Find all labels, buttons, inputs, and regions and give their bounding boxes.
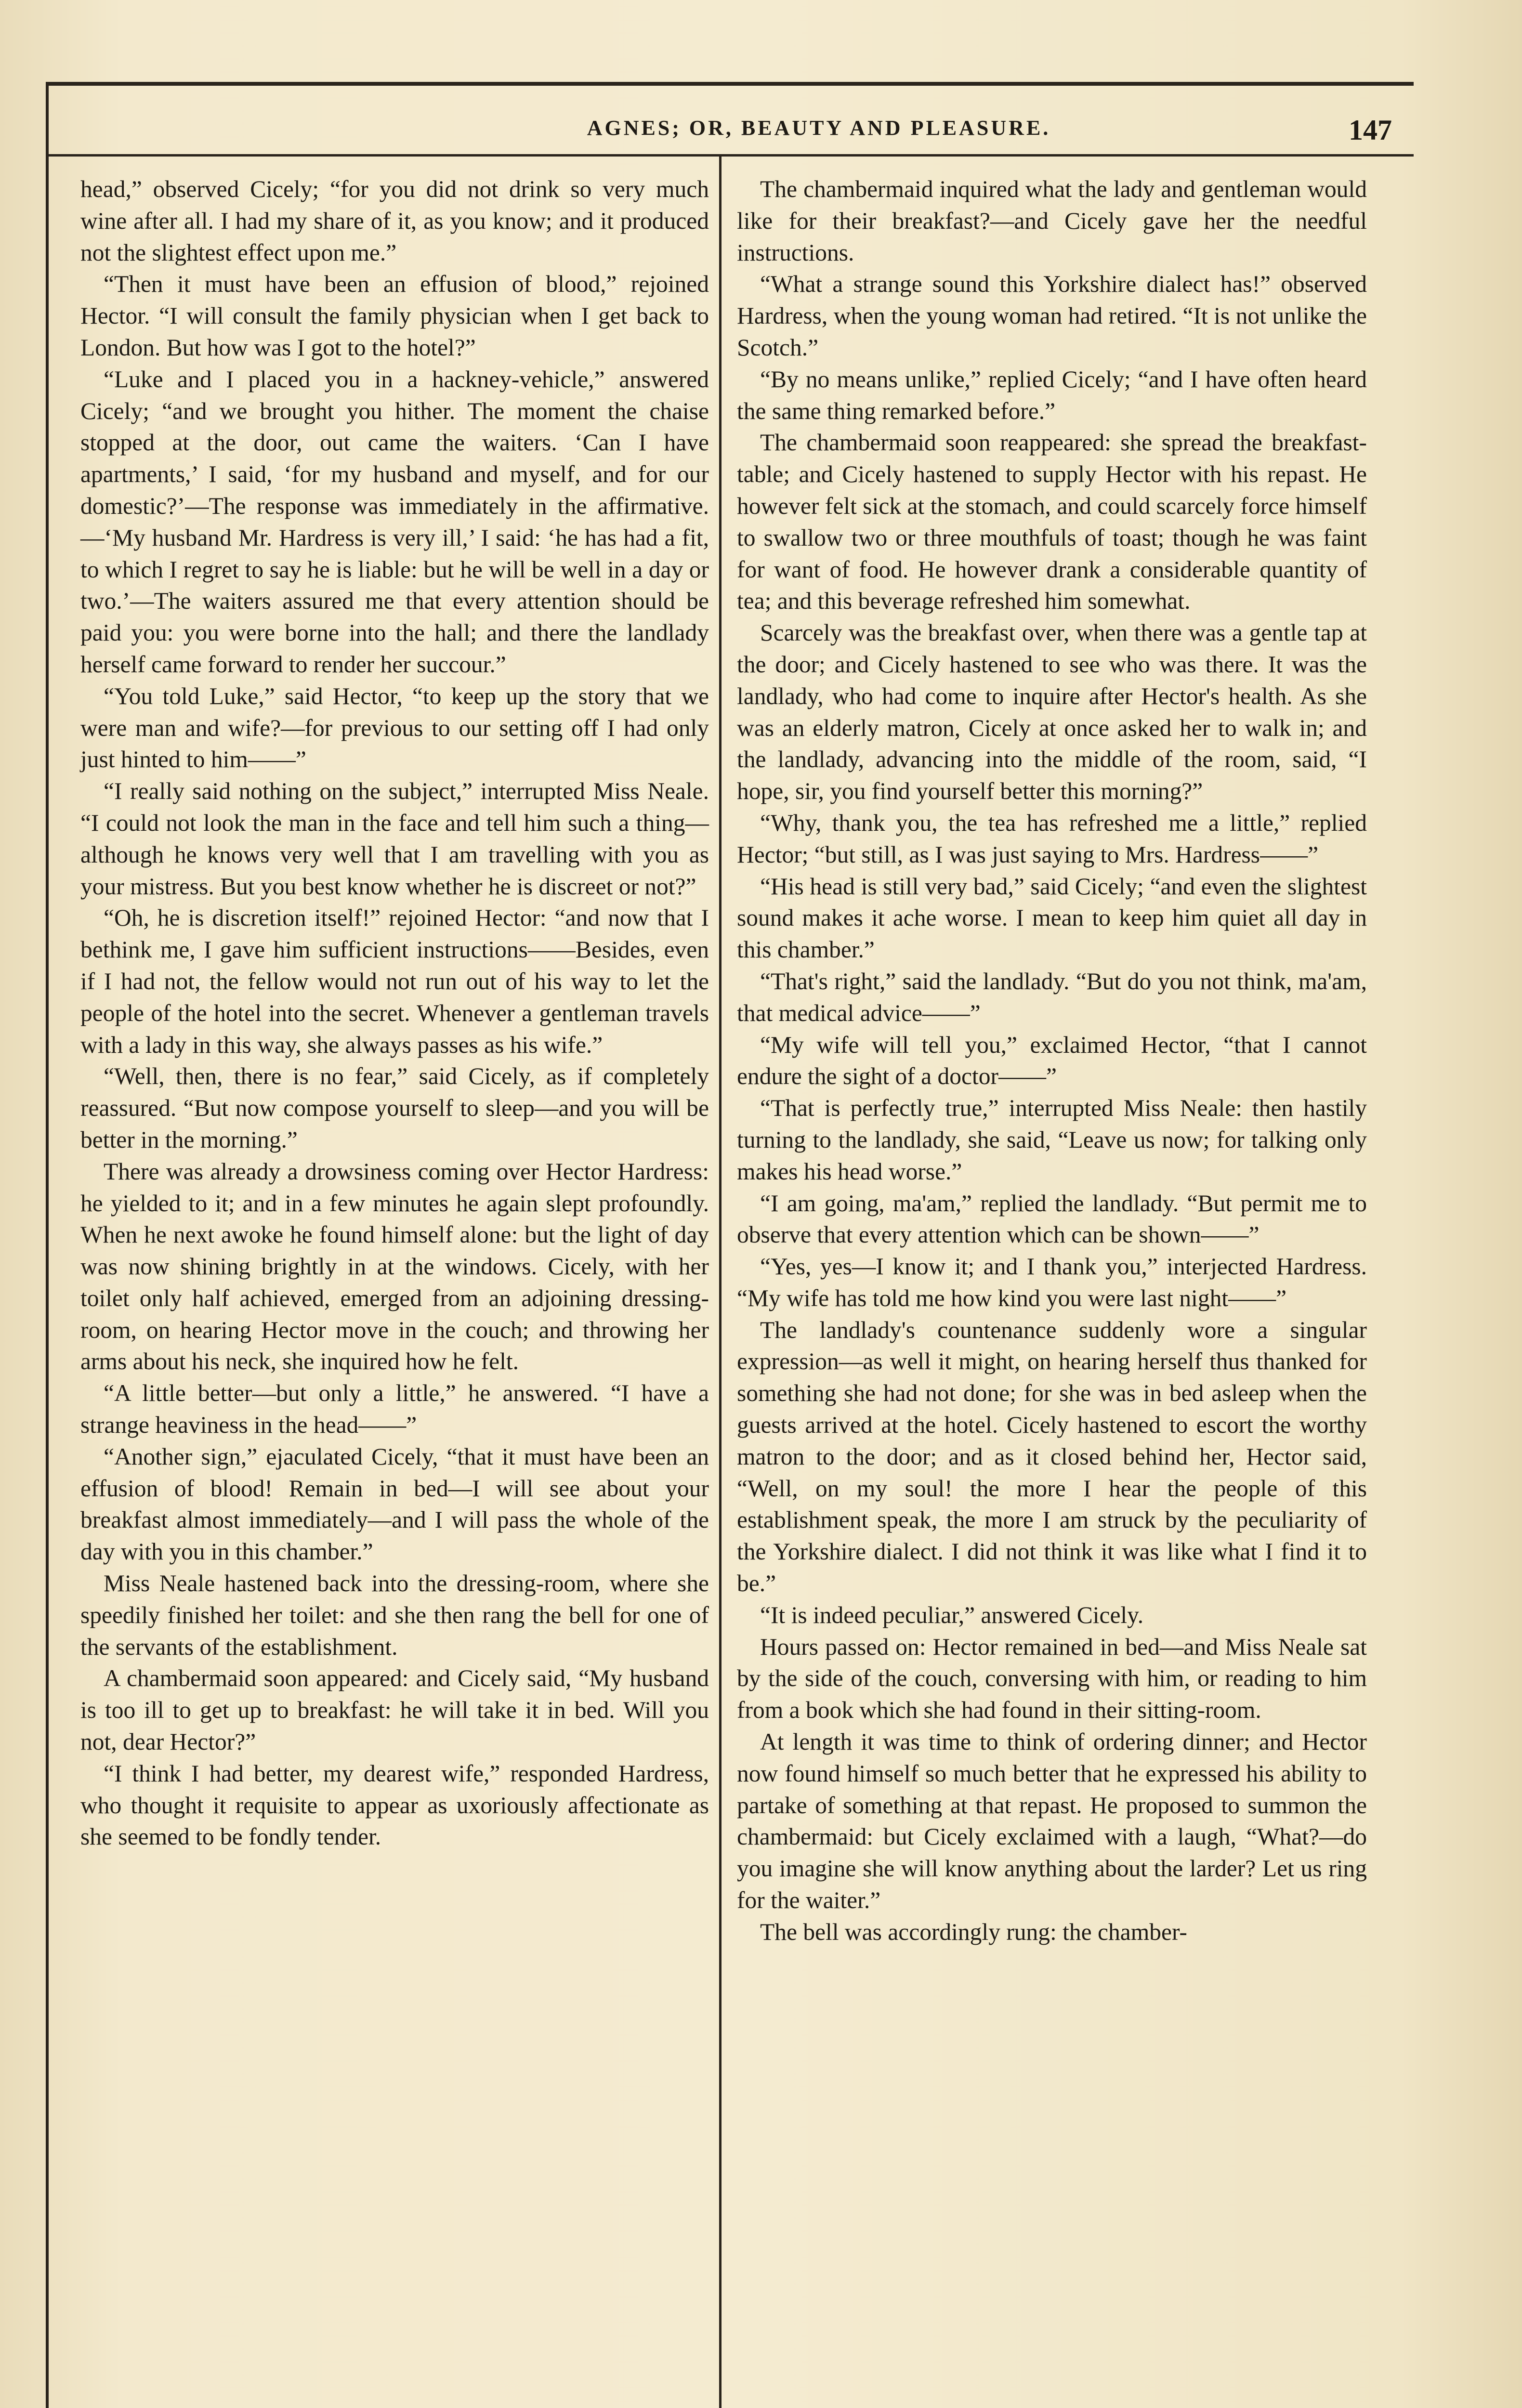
paragraph: “Why, thank you, the tea has refreshed me a little,” replied Hector; “but still, as I was just saying to Mrs. Hardress——” bbox=[737, 809, 1367, 868]
paragraph: The bell was accordingly rung: the chamber- bbox=[760, 1918, 1187, 1945]
left-border-rule bbox=[46, 86, 49, 2408]
paragraph: Scarcely was the breakfast over, when there was a gentle tap at the door; and Cicely hastened to see who was there. It was the landlady, who had come to inquire after Hector's health. As she was an elderly matron, Cicely at once asked her to walk in; and the landlady, advancing into the middle of the room, said, “I hope, sir, you find yourself better this morning?” bbox=[737, 619, 1367, 805]
paragraph: “A little better—but only a little,” he answered. “I have a strange heaviness in the head——” bbox=[80, 1380, 709, 1439]
page-number: 147 bbox=[1349, 114, 1392, 146]
paragraph: The landlady's countenance suddenly wore a singular expression—as well it might, on hearing herself thus thanked for something she had not done; for she was in bed asleep when the guests arrived at the hotel. Cicely hastened to escort the worthy matron to the door; and as it closed behind her, Hector said, “Well, on my soul! the more I hear the people of this establishment speak, the more I am struck by the peculiarity of the Yorkshire dialect. I did not think it was like what I find it to be.” bbox=[737, 1316, 1367, 1597]
paragraph: “What a strange sound this Yorkshire dialect has!” observed Hardress, when the young woman had retired. “It is not unlike the Scotch.” bbox=[737, 271, 1367, 361]
paragraph: There was already a drowsiness coming over Hector Hardress: he yielded to it; and in a few minutes he again slept profoundly. When he next awoke he found himself alone: but the light of day was now shining brightly in at the windows. Cicely, with her toilet only half achieved, emerged from an adjoining dressing-room, on hearing Hector move in the couch; and throwing her arms about his neck, she inquired how he felt. bbox=[80, 1158, 709, 1375]
right-column bbox=[737, 173, 1367, 1948]
paragraph: A chambermaid soon appeared: and Cicely said, “My husband is too ill to get up to breakfast: he will take it in bed. Will you not, dear Hector?” bbox=[80, 1665, 709, 1755]
paragraph: “That is perfectly true,” interrupted Miss Neale: then hastily turning to the landlady, she said, “Leave us now; for talking only makes his head worse.” bbox=[737, 1095, 1367, 1185]
paragraph: “His head is still very bad,” said Cicely; “and even the slightest sound makes it ache worse. I mean to keep him quiet all day in this chamber.” bbox=[737, 873, 1367, 963]
paragraph: “Then it must have been an effusion of blood,” rejoined Hector. “I will consult the family physician when I get back to London. But how was I got to the hotel?” bbox=[80, 271, 709, 361]
top-rule bbox=[46, 82, 1414, 86]
paragraph: “It is indeed peculiar,” answered Cicely. bbox=[760, 1601, 1144, 1628]
paragraph: The chambermaid soon reappeared: she spread the breakfast-table; and Cicely hastened to supply Hector with his repast. He however felt sick at the stomach, and could scarcely force himself to swallow two or three mouthfuls of toast; though he was faint for want of food. He however drank a considerable quantity of tea; and this beverage refreshed him somewhat. bbox=[737, 429, 1367, 615]
paragraph: “I think I had better, my dearest wife,” responded Hardress, who thought it requisite to appear as uxoriously affectionate as she seemed to be fondly tender. bbox=[80, 1760, 709, 1850]
paragraph: “I am going, ma'am,” replied the landlady. “But permit me to observe that every attention which can be shown——” bbox=[737, 1190, 1367, 1248]
paragraph: head,” observed Cicely; “for you did not drink so very much wine after all. I had my share of it, as you know; and it produced not the slightest effect upon me.” bbox=[80, 176, 709, 266]
paragraph: “By no means unlike,” replied Cicely; “and I have often heard the same thing remarked before.” bbox=[737, 366, 1367, 424]
running-head: AGNES; OR, BEAUTY AND PLEASURE. bbox=[587, 116, 1051, 140]
column-divider bbox=[719, 157, 722, 2408]
paragraph: “Oh, he is discretion itself!” rejoined Hector: “and now that I bethink me, I gave him sufficient instructions——Besides, even if I had not, the fellow would not run out of his way to let the people of the hotel into the secret. Whenever a gentleman travels with a lady in this way, she always passes as his wife.” bbox=[80, 904, 709, 1058]
left-column bbox=[80, 173, 709, 1853]
paragraph: “I really said nothing on the subject,” interrupted Miss Neale. “I could not look the man in the face and tell him such a thing—although he knows very well that I am travelling with you as your mistress. But you best know whether he is discreet or not?” bbox=[80, 778, 709, 900]
paragraph: The chambermaid inquired what the lady and gentleman would like for their breakfast?—and Cicely gave her the needful instructions. bbox=[737, 176, 1367, 266]
paragraph: “Yes, yes—I know it; and I thank you,” interjected Hardress. “My wife has told me how kind you were last night——” bbox=[737, 1253, 1367, 1311]
paragraph: “Luke and I placed you in a hackney-vehicle,” answered Cicely; “and we brought you hither. The moment the chaise stopped at the door, out came the waiters. ‘Can I have apartments,’ I said, ‘for my husband and myself, and for our domestic?’—The response was immediately in the affirmative.—‘My husband Mr. Hardress is very ill,’ I said: ‘he has had a fit, to which I regret to say he is liable: but he will be well in a day or two.’—The waiters assured me that every attention should be paid you: you were borne into the hall; and there the landlady herself came forward to render her succour.” bbox=[80, 366, 709, 678]
paragraph: “You told Luke,” said Hector, “to keep up the story that we were man and wife?—for previous to our setting off I had only just hinted to him——” bbox=[80, 682, 709, 773]
paragraph: Miss Neale hastened back into the dressing-room, where she speedily finished her toilet: and she then rang the bell for one of the servants of the establishment. bbox=[80, 1570, 709, 1660]
paragraph: “That's right,” said the landlady. “But do you not think, ma'am, that medical advice——” bbox=[737, 968, 1367, 1026]
paragraph: “Well, then, there is no fear,” said Cicely, as if completely reassured. “But now compose yourself to sleep—and you will be better in the morning.” bbox=[80, 1063, 709, 1153]
paragraph: Hours passed on: Hector remained in bed—and Miss Neale sat by the side of the couch, conversing with him, or reading to him from a book which she had found in their sitting-room. bbox=[737, 1633, 1367, 1724]
header-rule bbox=[46, 154, 1414, 157]
paragraph: At length it was time to think of ordering dinner; and Hector now found himself so much better that he expressed his ability to partake of something at that repast. He proposed to summon the chambermaid: but Cicely exclaimed with a laugh, “What?—do you imagine she will know anything about the larder? Let us ring for the waiter.” bbox=[737, 1728, 1367, 1914]
paragraph: “My wife will tell you,” exclaimed Hector, “that I cannot endure the sight of a doctor——” bbox=[737, 1031, 1367, 1090]
paragraph: “Another sign,” ejaculated Cicely, “that it must have been an effusion of blood! Remain in bed—I will see about your breakfast almost immediately—and I will pass the whole of the day with you in this chamber.” bbox=[80, 1443, 709, 1565]
